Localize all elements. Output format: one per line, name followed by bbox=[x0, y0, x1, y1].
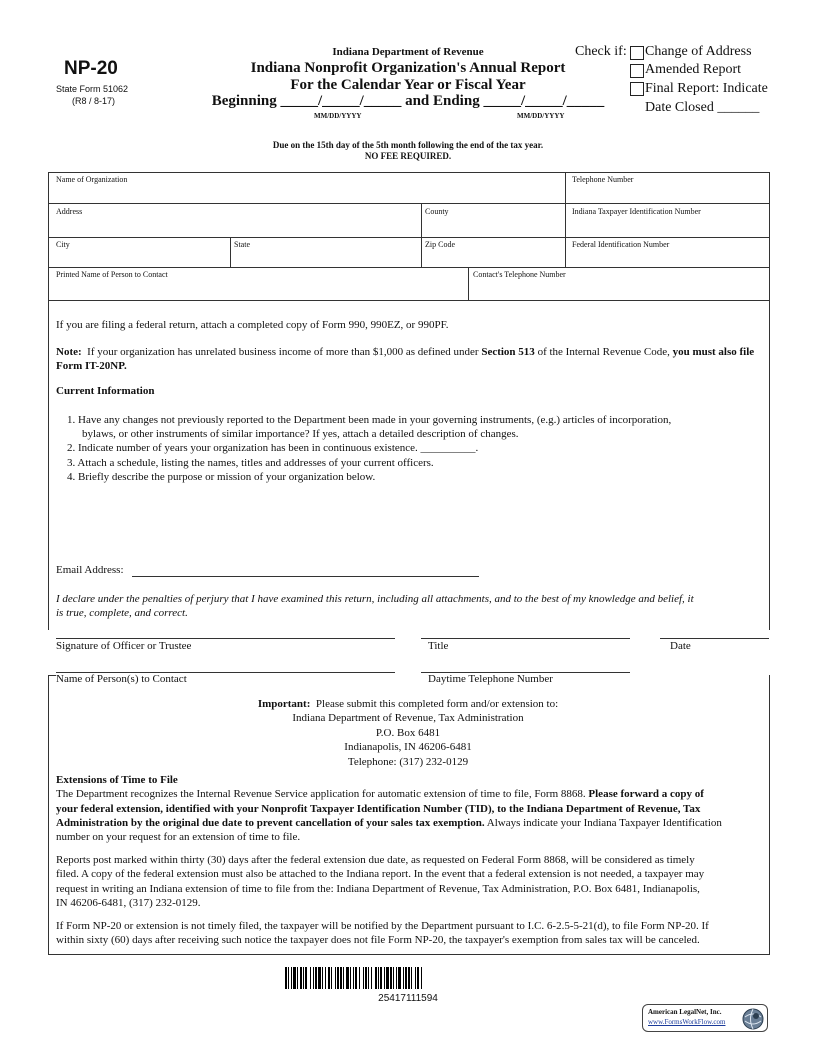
barcode-bar bbox=[328, 967, 330, 989]
barcode-bar bbox=[343, 967, 344, 989]
logo-company-name: American LegalNet, Inc. bbox=[648, 1008, 722, 1016]
amended-report-label: Amended Report bbox=[645, 62, 742, 77]
american-legalnet-logo[interactable] bbox=[642, 1004, 768, 1032]
check-if-label: Check if: bbox=[575, 44, 627, 59]
barcode-bar bbox=[398, 967, 401, 989]
barcode-bar bbox=[393, 967, 394, 989]
rule bbox=[468, 267, 469, 300]
perjury-statement: I declare under the penalties of perjury that I have examined this return, including all attachments, and to the best of my knowledge and belief, it bbox=[56, 593, 694, 605]
taxpayer-id-field[interactable]: Indiana Taxpayer Identification Number bbox=[572, 207, 701, 216]
note-label: Note: bbox=[56, 346, 82, 358]
telephone-field[interactable]: Telephone Number bbox=[572, 175, 634, 184]
important-label: Important: bbox=[257, 698, 311, 710]
question-4: 4. Briefly describe the purpose or mission of your organization below. bbox=[67, 471, 376, 483]
note-text: If your organization has unrelated business income of more than $1,000 as defined under bbox=[87, 346, 479, 358]
extensions-p2-line3: request in writing an Indiana extension of time to file from the: Indiana Department of Revenue, Tax Administration, P.O. Box 6481, Indianapolis, bbox=[56, 883, 700, 895]
extensions-heading: Extensions of Time to File bbox=[56, 774, 178, 786]
barcode-bar bbox=[288, 967, 289, 989]
barcode-bar bbox=[421, 967, 422, 989]
barcode-bar bbox=[396, 967, 397, 989]
extensions-p1-line3b: Always indicate your Indiana Taxpayer Identification bbox=[486, 817, 722, 829]
globe-icon bbox=[741, 1007, 765, 1031]
extensions-p2-line4: IN 46206-6481, (317) 232-0129. bbox=[56, 897, 201, 909]
rule bbox=[48, 237, 770, 238]
contact-name-field[interactable]: Printed Name of Person to Contact bbox=[56, 270, 168, 279]
barcode-bar bbox=[291, 967, 292, 989]
contact-name-label: Name of Person(s) to Contact bbox=[56, 673, 187, 685]
title-label: Title bbox=[428, 640, 449, 652]
rule bbox=[48, 300, 770, 301]
note-paragraph bbox=[56, 345, 756, 373]
barcode-bar bbox=[415, 967, 416, 989]
barcode-bar bbox=[331, 967, 332, 989]
officer-signature-label: Signature of Officer or Trustee bbox=[56, 640, 192, 652]
barcode-bar bbox=[297, 967, 298, 989]
no-fee-notice: NO FEE REQUIRED. bbox=[364, 151, 452, 161]
barcode-bar bbox=[359, 967, 360, 989]
due-date-notice: Due on the 15th day of the 5th month following the end of the tax year. bbox=[272, 140, 544, 150]
question-1-continued: bylaws, or other instruments of similar importance? If yes, attach a detailed description of changes. bbox=[82, 428, 519, 440]
extensions-p3-line1: If Form NP-20 or extension is not timely filed, the taxpayer will be notified by the Department pursuant to I.C. 6-2.5-5-21(d), to file Form NP-20. If bbox=[56, 920, 709, 932]
change-of-address-label: Change of Address bbox=[645, 44, 752, 59]
submit-address-line2: P.O. Box 6481 bbox=[375, 727, 441, 739]
title-line[interactable] bbox=[421, 638, 630, 639]
date-line[interactable] bbox=[660, 638, 769, 639]
barcode bbox=[285, 967, 531, 989]
extensions-p1-line1a: The Department recognizes the Internal Revenue Service application for automatic extension of time to file, Form 8868. bbox=[56, 788, 586, 800]
rule bbox=[48, 267, 770, 268]
extensions-p1-line2: your federal extension, identified with your Nonprofit Taxpayer Identification Number (TID), to the Indiana Department of Revenue, Tax bbox=[56, 803, 701, 815]
county-field[interactable]: County bbox=[425, 207, 449, 216]
rule bbox=[48, 675, 56, 676]
form-title: Indiana Nonprofit Organization's Annual Report bbox=[250, 60, 566, 76]
barcode-bar bbox=[386, 967, 389, 989]
extensions-p1-line4: number on your request for an extension of time to file. bbox=[56, 831, 301, 843]
rule bbox=[565, 172, 566, 267]
barcode-bar bbox=[322, 967, 323, 989]
email-label: Email Address: bbox=[56, 564, 124, 576]
form-number: NP-20 bbox=[64, 58, 118, 79]
question-3: 3. Attach a schedule, listing the names, titles and addresses of your current officers. bbox=[67, 457, 434, 469]
barcode-bar bbox=[363, 967, 364, 989]
current-information-heading: Current Information bbox=[56, 385, 155, 397]
rule bbox=[230, 237, 231, 267]
note-text-2: of the Internal Revenue Code, bbox=[537, 346, 670, 358]
change-of-address-checkbox[interactable] bbox=[630, 46, 644, 60]
tax-period-line: Beginning _____/_____/_____ and Ending _____/_____/_____ bbox=[211, 93, 605, 109]
barcode-bar bbox=[335, 967, 336, 989]
state-field[interactable]: State bbox=[234, 240, 250, 249]
department-name: Indiana Department of Revenue bbox=[332, 46, 484, 58]
state-form-number: State Form 51062 bbox=[56, 84, 129, 94]
submit-address-line1: Indiana Department of Revenue, Tax Administration bbox=[292, 712, 524, 724]
barcode-bar bbox=[350, 967, 351, 989]
important-notice bbox=[0, 697, 816, 711]
question-1: 1. Have any changes not previously reported to the Department been made in your governing instruments, (e.g.) articles of incorporation, bbox=[67, 414, 672, 426]
extensions-p1-line3a: Administration by the original due date to prevent cancellation of your sales tax exemption. bbox=[56, 817, 485, 829]
final-report-checkbox[interactable] bbox=[630, 82, 644, 96]
note-section: Section 513 bbox=[481, 346, 535, 358]
daytime-phone-label: Daytime Telephone Number bbox=[428, 673, 553, 685]
address-field[interactable]: Address bbox=[56, 207, 83, 216]
barcode-bar bbox=[310, 967, 311, 989]
extensions-p1-line3 bbox=[56, 816, 722, 830]
barcode-bar bbox=[285, 967, 287, 989]
barcode-bar bbox=[355, 967, 357, 989]
barcode-number: 25417111594 bbox=[378, 993, 438, 1004]
federal-id-field[interactable]: Federal Identification Number bbox=[572, 240, 670, 249]
barcode-bar bbox=[403, 967, 404, 989]
question-2: 2. Indicate number of years your organization has been in continuous existence. __________. bbox=[67, 442, 479, 454]
extensions-p2-line1: Reports post marked within thirty (30) days after the federal extension due date, as requested on Federal Form 8868, will be considered as timely bbox=[56, 854, 695, 866]
extensions-p3-line2: within sixty (60) days after receiving such notice the taxpayer does not file Form NP-20, the taxpayer's exemption from sales tax will be canceled. bbox=[56, 934, 700, 946]
barcode-bar bbox=[384, 967, 385, 989]
barcode-bar bbox=[408, 967, 410, 989]
zip-code-field[interactable]: Zip Code bbox=[425, 240, 455, 249]
barcode-bar bbox=[293, 967, 296, 989]
date-closed-field[interactable]: Date Closed ______ bbox=[645, 100, 760, 115]
barcode-bar bbox=[371, 967, 372, 989]
barcode-bar bbox=[337, 967, 339, 989]
perjury-statement-continued: is true, complete, and correct. bbox=[56, 607, 188, 619]
email-input-line[interactable] bbox=[132, 576, 479, 577]
barcode-bar bbox=[313, 967, 314, 989]
barcode-bar bbox=[375, 967, 377, 989]
officer-signature-line[interactable] bbox=[56, 638, 395, 639]
city-field[interactable]: City bbox=[56, 240, 70, 249]
beginning-date-format: MM/DD/YYYY bbox=[314, 112, 362, 120]
barcode-bar bbox=[390, 967, 392, 989]
federal-return-instruction: If you are filing a federal return, attach a completed copy of Form 990, 990EZ, or 990PF. bbox=[56, 319, 449, 331]
amended-report-checkbox[interactable] bbox=[630, 64, 644, 78]
barcode-bar bbox=[353, 967, 354, 989]
logo-url[interactable]: www.FormsWorkFlow.com bbox=[648, 1018, 726, 1026]
organization-name-field[interactable]: Name of Organization bbox=[56, 175, 128, 184]
extensions-p1-line1 bbox=[56, 787, 704, 801]
ending-date-format: MM/DD/YYYY bbox=[517, 112, 565, 120]
barcode-bar bbox=[346, 967, 349, 989]
barcode-bar bbox=[417, 967, 419, 989]
barcode-bar bbox=[368, 967, 369, 989]
barcode-bar bbox=[340, 967, 342, 989]
extensions-p2-line2: filed. A copy of the federal extension must also be attached to the Indiana report. In the event that a federal extension is not needed, a taxpayer may bbox=[56, 868, 705, 880]
barcode-bar bbox=[378, 967, 379, 989]
barcode-bar bbox=[318, 967, 321, 989]
final-report-label: Final Report: Indicate bbox=[645, 81, 768, 96]
barcode-bar bbox=[325, 967, 326, 989]
rule bbox=[421, 203, 422, 267]
barcode-bar bbox=[380, 967, 382, 989]
barcode-bar bbox=[303, 967, 304, 989]
date-label: Date bbox=[670, 640, 691, 652]
form-subtitle: For the Calendar Year or Fiscal Year bbox=[290, 77, 526, 93]
contact-phone-field[interactable]: Contact's Telephone Number bbox=[473, 270, 566, 279]
important-text: Please submit this completed form and/or extension to: bbox=[315, 698, 559, 710]
revision-date: (R8 / 8-17) bbox=[72, 96, 116, 106]
barcode-bar bbox=[365, 967, 367, 989]
barcode-bar bbox=[300, 967, 302, 989]
barcode-bar bbox=[405, 967, 407, 989]
extensions-p1-line1b: Please forward a copy of bbox=[588, 788, 704, 800]
barcode-bar bbox=[411, 967, 412, 989]
barcode-bar bbox=[315, 967, 317, 989]
submit-address-line3: Indianapolis, IN 46206-6481 bbox=[344, 741, 472, 753]
note-requirement: you must also file Form IT-20NP. bbox=[56, 346, 755, 372]
rule bbox=[48, 203, 770, 204]
barcode-bar bbox=[305, 967, 307, 989]
submit-telephone: Telephone: (317) 232-0129 bbox=[347, 756, 469, 768]
